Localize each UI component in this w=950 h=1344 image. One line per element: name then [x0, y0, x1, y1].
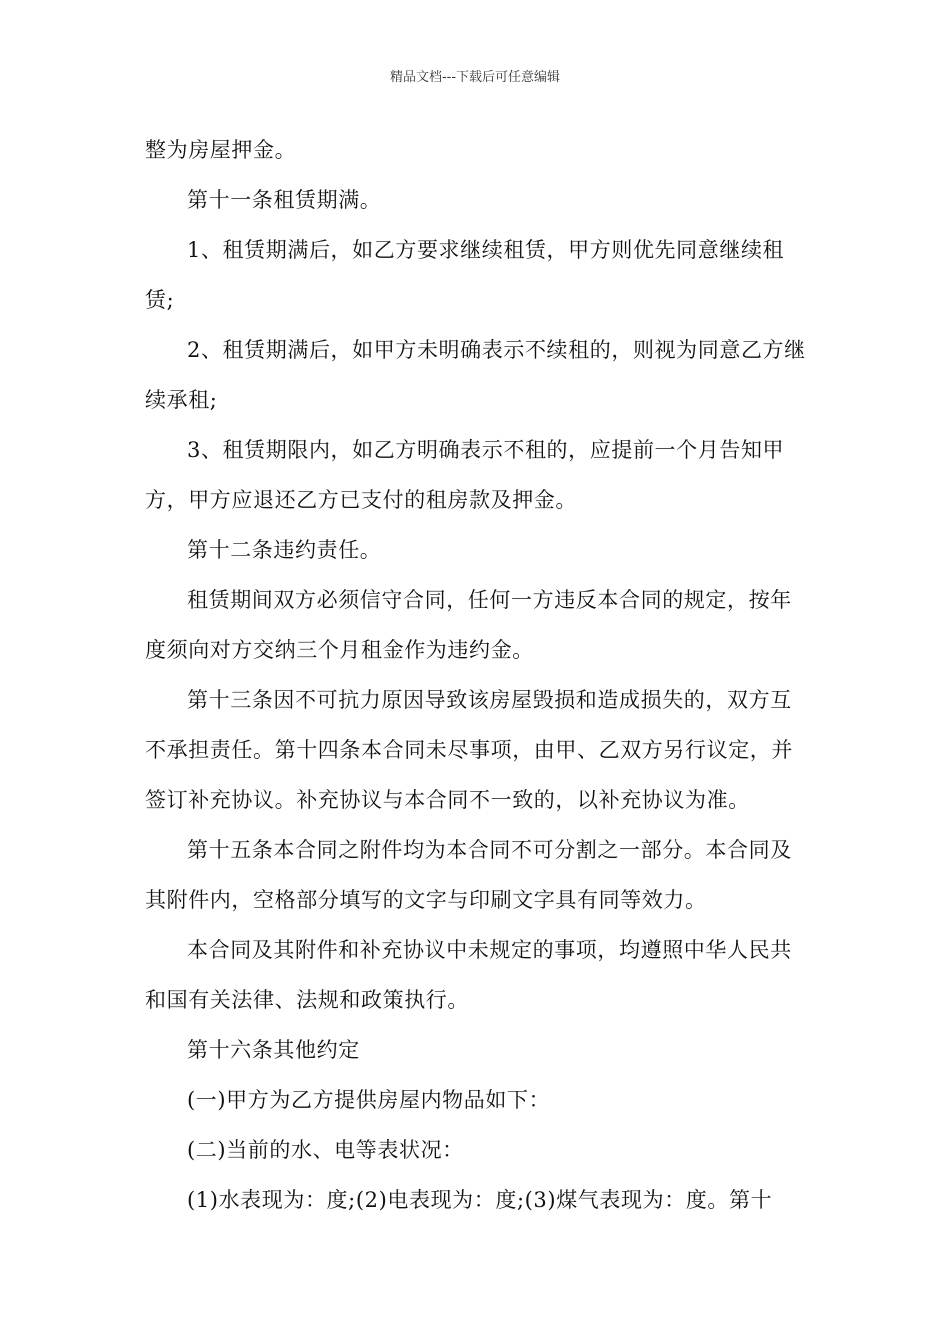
paragraph-article-12-title: 第十二条违约责任。 — [187, 538, 382, 562]
paragraph-unspecified-matters: 本合同及其附件和补充协议中未规定的事项，均遵照中华人民共和国有关法律、法规和政策执行。 — [145, 938, 792, 1012]
paragraph-article-16-item-2: (二)当前的水、电等表状况： — [187, 1138, 464, 1162]
paragraph-article-13-14: 第十三条因不可抗力原因导致该房屋毁损和造成损失的，双方互不承担责任。第十四条本合同未尽事项，由甲、乙双方另行议定，并签订补充协议。补充协议与本合同不一致的，以补充协议为准。 — [145, 688, 793, 812]
paragraph-article-15: 第十五条本合同之附件均为本合同不可分割之一部分。本合同及其附件内，空格部分填写的文字与印刷文字具有同等效力。 — [145, 838, 792, 912]
page-header: 精品文档---下载后可任意编辑 — [389, 70, 561, 85]
document-body — [145, 125, 810, 1225]
paragraph-article-12-body: 租赁期间双方必须信守合同，任何一方违反本合同的规定，按年度须向对方交纳三个月租金作为违约金。 — [145, 588, 792, 662]
paragraph-meter-readings: (1)水表现为：度;(2)电表现为：度;(3)煤气表现为：度。第十 — [187, 1188, 773, 1212]
paragraph-article-16-title: 第十六条其他约定 — [187, 1038, 360, 1062]
paragraph-article-11-item-3: 3、租赁期限内，如乙方明确表示不租的，应提前一个月告知甲方，甲方应退还乙方已支付的租房款及押金。 — [145, 438, 785, 512]
paragraph-deposit-continuation: 整为房屋押金。 — [145, 138, 297, 162]
paragraph-article-11-item-1: 1、租赁期满后，如乙方要求继续租赁，甲方则优先同意继续租赁; — [145, 238, 785, 312]
paragraph-article-16-item-1: (一)甲方为乙方提供房屋内物品如下： — [187, 1088, 551, 1112]
paragraph-article-11-item-2: 2、租赁期满后，如甲方未明确表示不续租的，则视为同意乙方继续承租; — [145, 338, 806, 412]
paragraph-article-11-title: 第十一条租赁期满。 — [187, 188, 382, 212]
